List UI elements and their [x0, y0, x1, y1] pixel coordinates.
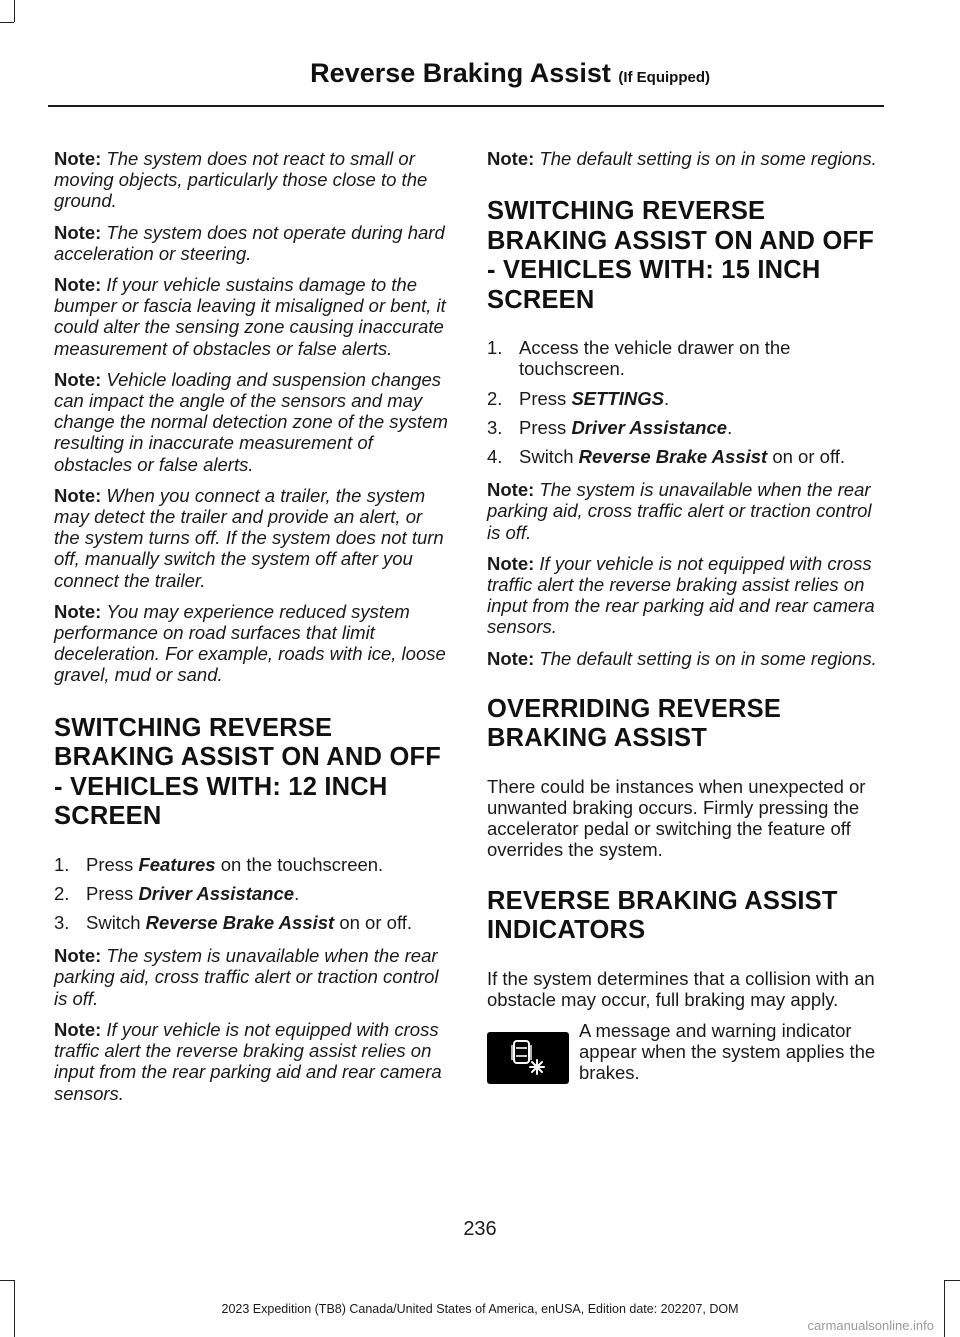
- note-label: Note:: [487, 479, 535, 501]
- left-column: [54, 148, 448, 1114]
- note: [54, 945, 448, 1009]
- section-heading-overriding: OVERRIDING REVERSE BRAKING ASSIST: [487, 694, 782, 753]
- note-text: The system is unavailable when the rear parking aid, cross traffic alert or traction control is off.: [54, 945, 439, 1009]
- step-term: Reverse Brake Assist: [145, 912, 335, 934]
- note: [54, 148, 448, 212]
- note-text: If your vehicle sustains damage to the bumper or fascia leaving it misaligned or bent, it could alter the sensing zone causing inaccurate measurement of obstacles or false alerts.: [54, 274, 446, 359]
- step-text: Press: [519, 387, 572, 409]
- note-label: Note:: [54, 484, 102, 506]
- indicators-paragraph: If the system determines that a collision with an obstacle may occur, full braking may apply.: [487, 967, 875, 1010]
- note: [54, 601, 448, 686]
- note-label: Note:: [487, 148, 535, 169]
- note-text: The default setting is on in some regions.: [539, 148, 877, 169]
- step-number: 1.: [487, 337, 503, 359]
- step-text: Press: [86, 853, 139, 875]
- right-column: [487, 148, 881, 1084]
- page-title-text: Reverse Braking Assist: [310, 58, 611, 88]
- indicator-caption: A message and warning indicator appear when the system applies the brakes.: [579, 1020, 876, 1084]
- page-title-qualifier: (If Equipped): [618, 69, 710, 86]
- note-label: Note:: [54, 148, 102, 169]
- crop-mark: [0, 1280, 14, 1281]
- note-text: When you connect a trailer, the system may detect the trailer and provide an alert, or the system turns off. If the system does not turn off, manually switch the system off after you connect the trailer.: [54, 484, 444, 591]
- note-label: Note:: [487, 552, 535, 574]
- crop-mark: [0, 22, 14, 23]
- note: [487, 553, 881, 638]
- note: [487, 648, 881, 669]
- note-text: If your vehicle is not equipped with cross traffic alert the reverse braking assist relies on input from the rear parking aid and rear camera sensors.: [54, 1018, 442, 1104]
- section-heading-12-inch: SWITCHING REVERSE BRAKING ASSIST ON AND OFF - VEHICLES WITH: 12 INCH SCREEN: [54, 713, 442, 831]
- step-term: Driver Assistance: [571, 416, 728, 438]
- step-item: [487, 446, 881, 467]
- note: [54, 485, 448, 591]
- step-number: 2.: [54, 882, 70, 904]
- step-text: on or off.: [767, 446, 846, 468]
- note-text: If your vehicle is not equipped with cross traffic alert the reverse braking assist relies on input from the rear parking aid and rear camera sensors.: [487, 552, 875, 638]
- page-title: [310, 58, 710, 89]
- note-text: The system does not react to small or moving objects, particularly those close to the ground.: [54, 148, 428, 212]
- note: [54, 274, 448, 359]
- step-term: Driver Assistance: [138, 882, 295, 904]
- note-label: Note:: [54, 1018, 102, 1040]
- step-item: [487, 417, 881, 438]
- note-label: Note:: [54, 600, 102, 622]
- watermark: carmanualsonline.info: [807, 1318, 934, 1333]
- step-number: 1.: [54, 853, 70, 875]
- step-text: Switch: [86, 912, 146, 934]
- note: [54, 369, 448, 475]
- note-label: Note:: [54, 274, 102, 296]
- step-item: [54, 883, 448, 904]
- step-term: Features: [138, 853, 216, 875]
- step-text: .: [663, 387, 670, 409]
- note-text: The default setting is on in some regions.: [539, 647, 877, 669]
- step-item: [487, 337, 881, 379]
- note-label: Note:: [54, 945, 102, 967]
- step-text: .: [294, 882, 300, 904]
- note-label: Note:: [54, 221, 102, 243]
- step-number: 3.: [487, 416, 503, 438]
- page-footer: 2023 Expedition (TB8) Canada/United States of America, enUSA, Edition date: 202207, DOM: [221, 1302, 739, 1316]
- step-item: [54, 912, 448, 933]
- note: [54, 222, 448, 264]
- reverse-brake-assist-warning-icon: [487, 1032, 569, 1084]
- header-rule: [48, 105, 884, 107]
- note-label: Note:: [487, 647, 535, 669]
- note-text: The system is unavailable when the rear parking aid, cross traffic alert or traction control is off.: [487, 479, 872, 543]
- step-text: Switch: [519, 446, 579, 468]
- note-text: The system does not operate during hard acceleration or steering.: [54, 221, 445, 264]
- step-item: [487, 388, 881, 409]
- note: [487, 479, 881, 543]
- crop-mark: [14, 0, 15, 22]
- note: [54, 1019, 448, 1104]
- note-label: Note:: [54, 368, 102, 390]
- page-number: 236: [463, 1218, 497, 1240]
- section-heading-indicators: REVERSE BRAKING ASSIST INDICATORS: [487, 886, 838, 945]
- step-text: .: [727, 416, 733, 438]
- step-term: SETTINGS: [571, 387, 664, 409]
- step-number: 3.: [54, 912, 70, 934]
- note-text: You may experience reduced system performance on road surfaces that limit deceleration. For example, roads with ice, loose gravel, mud or sand.: [54, 600, 446, 686]
- step-text: Access the vehicle drawer on the touchscreen.: [519, 337, 791, 380]
- step-term: Reverse Brake Assist: [578, 446, 768, 468]
- section-heading-15-inch: SWITCHING REVERSE BRAKING ASSIST ON AND OFF - VEHICLES WITH: 15 INCH SCREEN: [487, 197, 875, 314]
- step-text: Press: [519, 416, 572, 438]
- step-text: Press: [86, 882, 139, 904]
- indicator-row: [487, 1020, 881, 1084]
- crop-mark: [944, 1280, 960, 1281]
- note: [487, 148, 881, 169]
- step-number: 4.: [487, 446, 503, 468]
- note-text: Vehicle loading and suspension changes can impact the angle of the sensors and may change the normal detection zone of the system resulting in inaccurate measurement of obstacles or false alerts.: [54, 368, 448, 475]
- step-item: [54, 854, 448, 875]
- override-paragraph: There could be instances when unexpected or unwanted braking occurs. Firmly pressing the accelerator pedal or switching the feature off overrides the system.: [487, 775, 866, 861]
- step-number: 2.: [487, 387, 503, 409]
- step-text: on the touchscreen.: [215, 853, 384, 875]
- step-text: on or off.: [334, 912, 413, 934]
